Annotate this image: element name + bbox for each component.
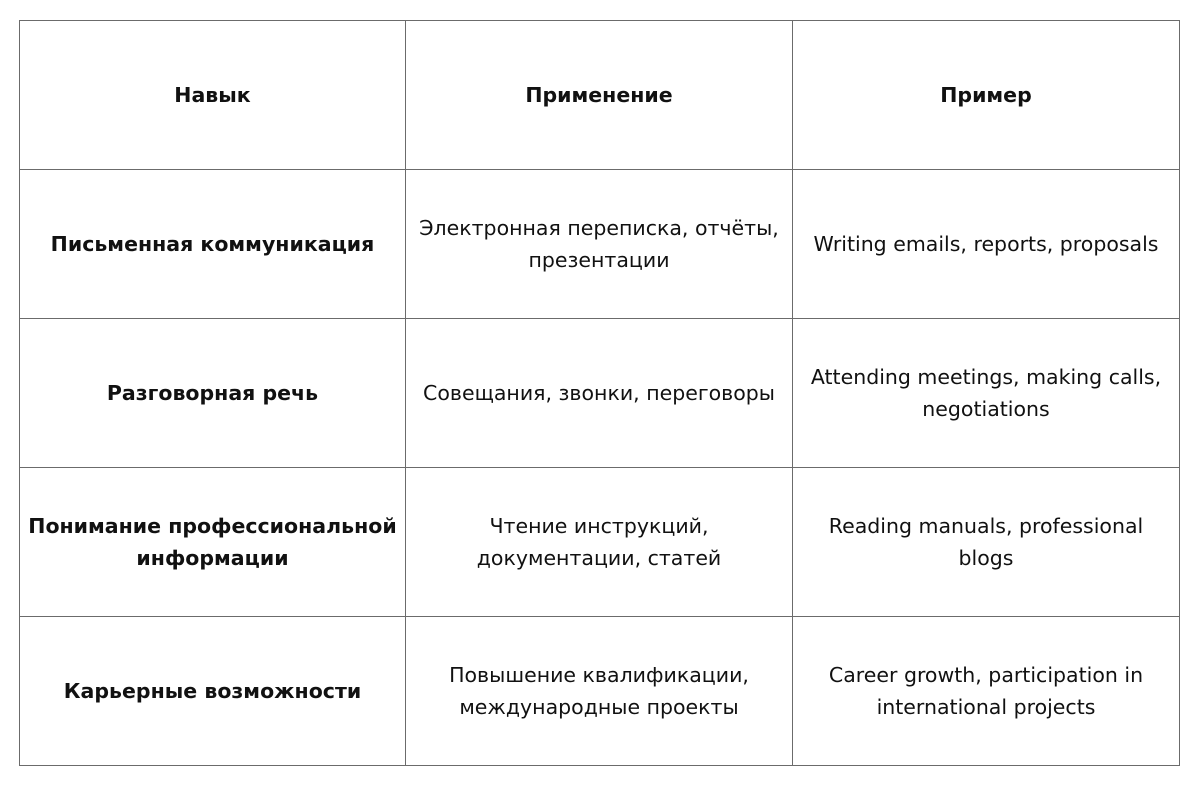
table-row — [20, 170, 1180, 319]
cell-application: Электронная переписка, отчёты, презентации — [406, 170, 793, 319]
cell-skill: Письменная коммуникация — [20, 170, 406, 319]
cell-example: Writing emails, reports, proposals — [793, 170, 1180, 319]
table-row — [20, 468, 1180, 617]
header-application: Применение — [406, 21, 793, 170]
table-header-row — [20, 21, 1180, 170]
table-row — [20, 617, 1180, 766]
table-row — [20, 319, 1180, 468]
cell-example: Career growth, participation in international projects — [793, 617, 1180, 766]
cell-example: Reading manuals, professional blogs — [793, 468, 1180, 617]
cell-skill: Карьерные возможности — [20, 617, 406, 766]
skills-table — [19, 20, 1180, 766]
cell-application: Повышение квалификации, международные проекты — [406, 617, 793, 766]
header-example: Пример — [793, 21, 1180, 170]
cell-application: Чтение инструкций, документации, статей — [406, 468, 793, 617]
cell-skill: Понимание профессиональной информации — [20, 468, 406, 617]
cell-example: Attending meetings, making calls, negotiations — [793, 319, 1180, 468]
cell-skill: Разговорная речь — [20, 319, 406, 468]
cell-application: Совещания, звонки, переговоры — [406, 319, 793, 468]
header-skill: Навык — [20, 21, 406, 170]
